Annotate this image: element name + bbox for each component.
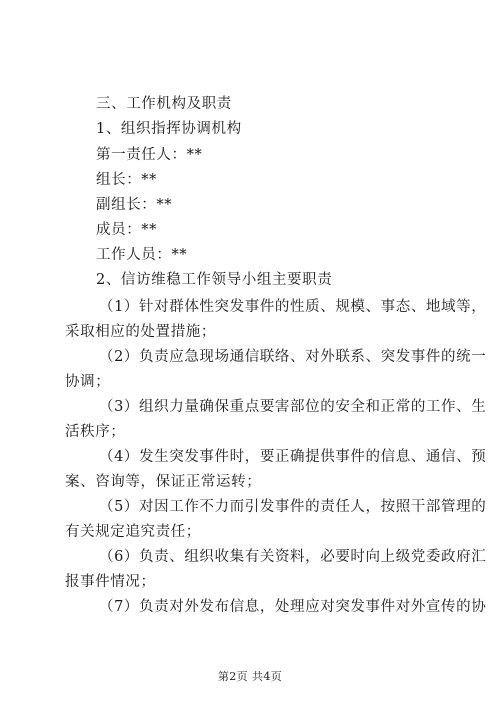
role-deputy-leader: 副组长：** bbox=[96, 197, 173, 213]
role-first-responsible: 第一责任人：** bbox=[96, 147, 203, 163]
duty-line: （3）组织力量确保重点要害部位的安全和正常的工作、生 bbox=[99, 399, 487, 415]
duty-line: （7）负责对外发布信息，处理应对突发事件对外宣传的协 bbox=[99, 599, 487, 615]
duty-line: （4）发生突发事件时，要正确提供事件的信息、通信、预 bbox=[99, 449, 487, 465]
role-staff: 工作人员：** bbox=[96, 247, 188, 263]
role-members: 成员：** bbox=[96, 222, 157, 238]
duty-line: （1）针对群体性突发事件的性质、规模、事态、地域等， bbox=[99, 299, 487, 315]
duty-line: （5）对因工作不力而引发事件的责任人，按照干部管理的 bbox=[99, 499, 487, 515]
duty-line-continuation: 采取相应的处置措施； bbox=[65, 324, 216, 340]
subheading-duties: 2、信访维稳工作领导小组主要职责 bbox=[96, 272, 333, 288]
duty-line: （6）负责、组织收集有关资料，必要时向上级党委政府汇 bbox=[99, 549, 487, 565]
subheading-command-structure: 1、组织指挥协调机构 bbox=[96, 121, 242, 137]
role-group-leader: 组长：** bbox=[96, 172, 157, 188]
duty-line: （2）负责应急现场通信联络、对外联系、突发事件的统一 bbox=[99, 349, 487, 365]
duty-line-continuation: 协调； bbox=[65, 374, 111, 390]
duty-line-continuation: 有关规定追究责任； bbox=[65, 524, 201, 540]
duty-line-continuation: 案、咨询等，保证正常运转； bbox=[65, 474, 262, 490]
section-heading: 三、工作机构及职责 bbox=[96, 96, 232, 112]
duty-line-continuation: 活秩序； bbox=[65, 424, 126, 440]
duty-line-continuation: 报事件情况； bbox=[65, 574, 156, 590]
page-footer: 第2页 共4页 bbox=[217, 670, 283, 683]
